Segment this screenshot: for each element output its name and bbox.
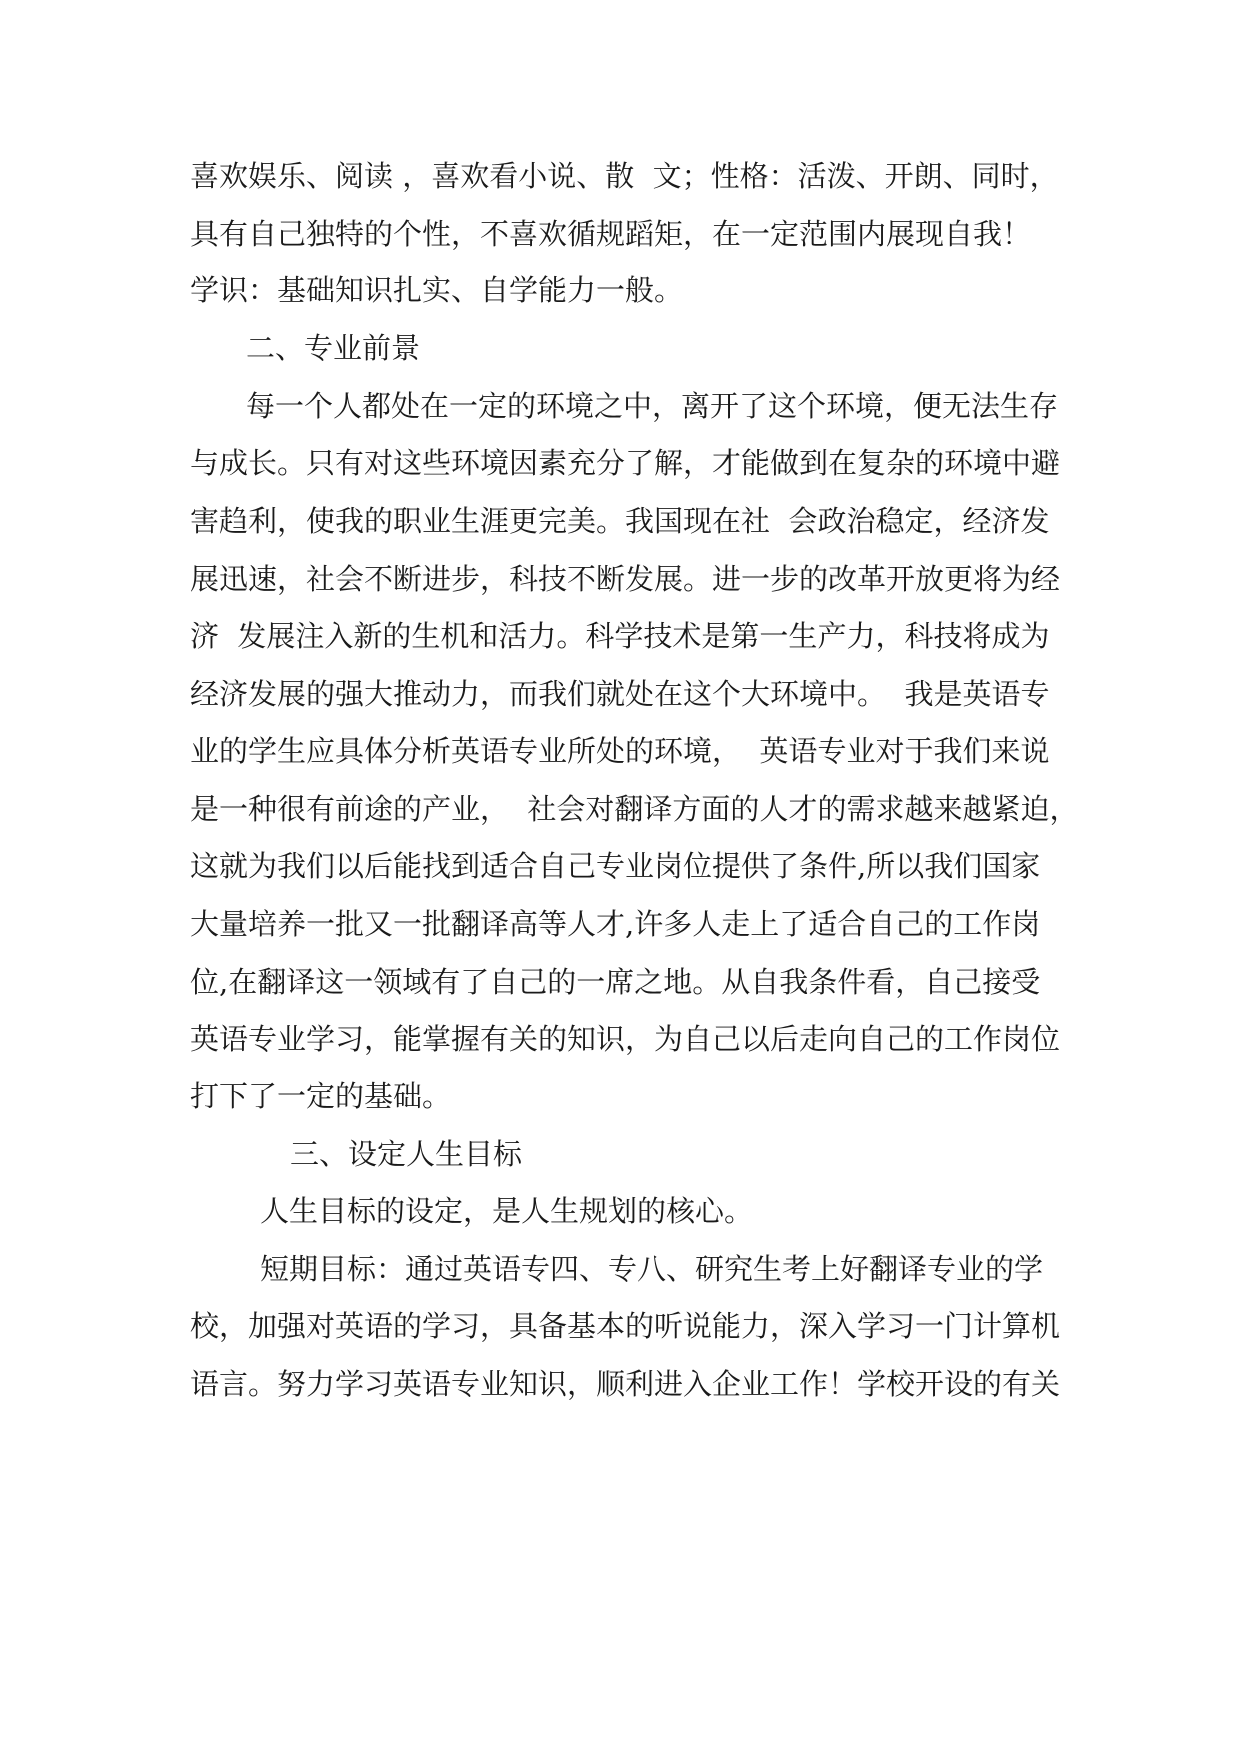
text-line: 具有自己独特的个性，不喜欢循规蹈矩，在一定范围内展现自我！ bbox=[190, 217, 1032, 251]
text-line: 喜欢娱乐、阅读 ，喜欢看小说、散 文；性格：活泼、开朗、同时， bbox=[190, 159, 1059, 193]
text-line: 学识：基础知识扎实、自学能力一般。 bbox=[190, 273, 684, 307]
text-line: 英语专业学习，能掌握有关的知识，为自己以后走向自己的工作岗位 bbox=[190, 1022, 1061, 1056]
text-line: 展迅速，社会不断进步，科技不断发展。进一步的改革开放更将为经 bbox=[190, 562, 1061, 596]
text-line: 这就为我们以后能找到适合自己专业岗位提供了条件,所以我们国家 bbox=[190, 849, 1041, 883]
section-heading: 三、设定人生目标 bbox=[290, 1137, 523, 1171]
text-line: 济 发展注入新的生机和活力。科学技术是第一生产力，科技将成为 bbox=[190, 619, 1050, 653]
text-line: 人生目标的设定，是人生规划的核心。 bbox=[260, 1194, 754, 1228]
text-line: 打下了一定的基础。 bbox=[190, 1079, 452, 1113]
text-line: 每一个人都处在一定的环境之中，离开了这个环境，便无法生存 bbox=[246, 389, 1059, 423]
text-line: 害趋利，使我的职业生涯更完美。我国现在社 会政治稳定，经济发 bbox=[190, 504, 1050, 538]
text-line: 业的学生应具体分析英语专业所处的环境， 英语专业对于我们来说 bbox=[190, 734, 1050, 768]
section-heading: 二、专业前景 bbox=[246, 331, 421, 365]
text-line: 短期目标：通过英语专四、专八、研究生考上好翻译专业的学 bbox=[260, 1252, 1044, 1286]
text-line: 与成长。只有对这些环境因素充分了解，才能做到在复杂的环境中避 bbox=[190, 446, 1061, 480]
text-line: 大量培养一批又一批翻译高等人才,许多人走上了适合自己的工作岗 bbox=[190, 907, 1041, 941]
text-line: 位,在翻译这一领域有了自己的一席之地。从自我条件看，自己接受 bbox=[190, 965, 1041, 999]
text-line: 校，加强对英语的学习，具备基本的听说能力，深入学习一门计算机 bbox=[190, 1309, 1061, 1343]
text-line: 语言。努力学习英语专业知识，顺利进入企业工作！学校开设的有关 bbox=[190, 1367, 1061, 1401]
text-line: 经济发展的强大推动力，而我们就处在这个大环境中。 我是英语专 bbox=[190, 677, 1050, 711]
text-line: 是一种很有前途的产业， 社会对翻译方面的人才的需求越来越紧迫， bbox=[190, 792, 1079, 826]
